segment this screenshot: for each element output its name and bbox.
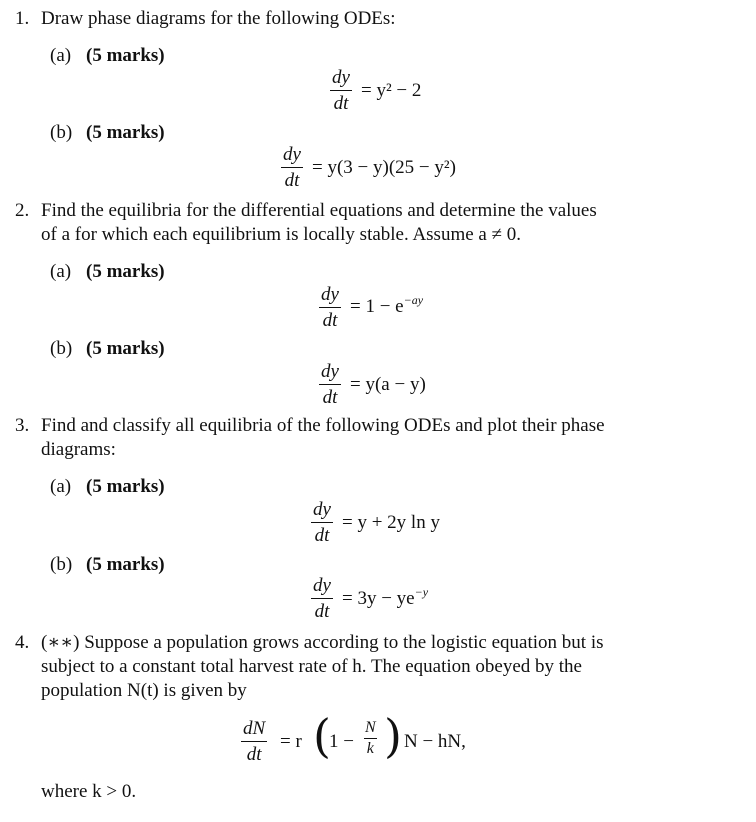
q4-numerator: dN [243, 718, 266, 739]
q2-line1: Find the equilibria for the differential equations and determine the values [41, 200, 597, 221]
q1-number: 1. [15, 8, 30, 29]
q2a-marks: (5 marks) [86, 261, 165, 282]
q3a-label: (a) [50, 476, 72, 497]
q3a-marks: (5 marks) [86, 476, 165, 497]
q2b-denominator: dt [322, 387, 338, 408]
q1a-derivative [330, 68, 352, 113]
q4-footer: where k > 0. [41, 781, 137, 802]
q1b-denominator: dt [284, 170, 300, 191]
q3b-label: (b) [50, 554, 73, 575]
q2b-label: (b) [50, 338, 73, 359]
q4-denominator: dt [246, 744, 262, 765]
q2-line2: of a for which each equilibrium is locally stable. Assume a ≠ 0. [41, 224, 522, 245]
q4-derivative [241, 719, 267, 764]
q3a-denominator: dt [314, 525, 330, 546]
q1b-rhs: = y(3 − y)(25 − y²) [312, 157, 456, 178]
q4-equals-r: = r [280, 731, 302, 752]
q3b-derivative [311, 576, 333, 621]
q4-line3: population N(t) is given by [41, 680, 247, 701]
q2-number: 2. [15, 200, 30, 221]
q4-number: 4. [15, 632, 30, 653]
q2a-rhs [350, 293, 424, 317]
q1b-marks: (5 marks) [86, 122, 165, 143]
q3a-derivative [311, 500, 333, 545]
q3-line1: Find and classify all equilibria of the following ODEs and plot their phase [41, 415, 605, 436]
q1a-label: (a) [50, 45, 72, 66]
q4-line1: (∗∗) Suppose a population grows according to the logistic equation but is [41, 632, 604, 653]
right-paren: ) [384, 709, 402, 763]
q2b-rhs: = y(a − y) [350, 374, 426, 395]
q2b-derivative [319, 362, 341, 407]
q3b-numerator: dy [313, 575, 331, 596]
q1a-rhs: = y² − 2 [361, 80, 422, 101]
left-paren: ( [313, 709, 331, 763]
q4-tail: N − hN, [404, 731, 466, 752]
q2a-rhs-exponent: −ay [403, 293, 424, 307]
q1a-marks: (5 marks) [86, 45, 165, 66]
q2a-label: (a) [50, 261, 72, 282]
q3b-denominator: dt [314, 601, 330, 622]
q4-inner-numerator: N [365, 719, 376, 736]
q3b-rhs-base: = 3y − ye [342, 588, 415, 609]
q2a-numerator: dy [321, 284, 339, 305]
q3a-rhs: = y + 2y ln y [342, 512, 440, 533]
q4-one-minus: 1 − [329, 731, 354, 752]
q3-number: 3. [15, 415, 30, 436]
q2b-marks: (5 marks) [86, 338, 165, 359]
q3a-numerator: dy [313, 499, 331, 520]
q2b-numerator: dy [321, 361, 339, 382]
q3b-marks: (5 marks) [86, 554, 165, 575]
q1-text: Draw phase diagrams for the following ODEs: [41, 8, 396, 29]
q2a-rhs-base: = 1 − e [350, 296, 404, 317]
q1b-numerator: dy [283, 144, 301, 165]
q4-inner-denominator: k [366, 740, 374, 757]
q3b-rhs-exponent: −y [414, 585, 429, 599]
q1b-derivative [281, 145, 303, 190]
q3-line2: diagrams: [41, 439, 116, 460]
q1b-label: (b) [50, 122, 73, 143]
q1a-numerator: dy [332, 67, 350, 88]
q2a-derivative [319, 285, 341, 330]
q4-line2: subject to a constant total harvest rate of h. The equation obeyed by the [41, 656, 582, 677]
q4-inner-fraction [364, 720, 377, 757]
q1a-denominator: dt [333, 93, 349, 114]
q3b-rhs [342, 585, 429, 609]
q2a-denominator: dt [322, 310, 338, 331]
